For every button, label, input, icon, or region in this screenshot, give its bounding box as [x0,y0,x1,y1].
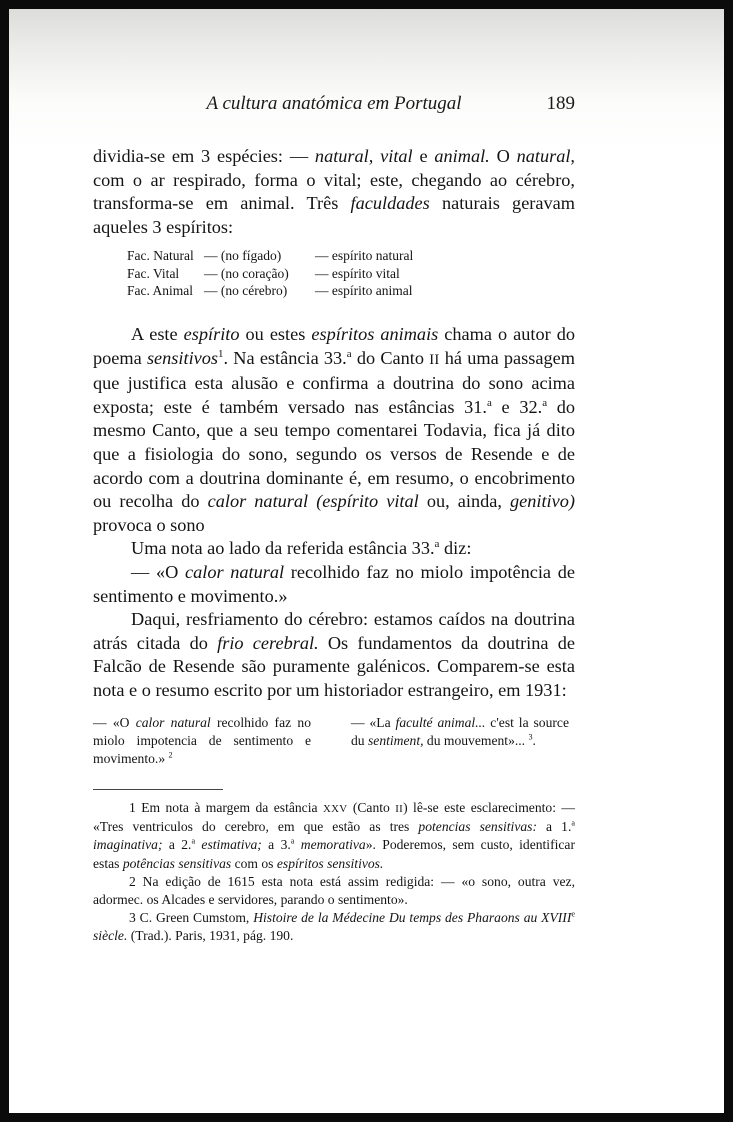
intro-paragraph: dividia-se em 3 espécies: — natural, vital e animal. O natural, com o ar respirado, forma o vital; este, chegando ao cérebro, transforma-se em animal. Três faculdades naturais geravam aqueles 3 espíritos: [93,146,575,237]
footnotes [93,799,575,946]
footnote-ref: 1 [218,347,224,360]
paragraph-note: Uma nota ao lado da referida estância 33.$^a$ diz: [131,538,472,559]
running-head [93,93,575,123]
faculty-row: Fac. Natural — (no fígado) — espírito natural [127,248,414,263]
footnote-ref: 3 [528,732,533,742]
running-title: A cultura anatómica em Portugal [206,93,462,114]
footnote-2: 2 Na edição de 1615 esta nota está assim redigida: — «o sono, outra vez, adormec. os Alcades e servidores, parando o sentimento». [93,873,575,908]
faculty-row: Fac. Animal — (no cérebro) — espírito animal [127,283,413,298]
footnote-ref: 2 [168,750,173,760]
paragraph-quote: — «O calor natural recolhido faz no miolo impotência de sentimento e movimento.» [93,561,575,606]
comparison-left: — «O calor natural recolhido faz no miolo impotencia de sentimento e movimento.» $^2$ [93,715,311,766]
page-number: 189 [546,93,575,114]
footnote-3: 3 C. Green Cumstom, Histoire de la Médecine Du temps des Pharaons au XVIIIe siècle. (Trad.). Paris, 1931, pág. 190. [93,909,575,944]
paragraph-cold-brain: Daqui, resfriamento do cérebro: estamos caídos na doutrina atrás citada do frio cerebral. Os fundamentos da doutrina de Falcão de Resende são puramente galénicos. Comparem-se esta nota e o resumo escrito por um historiador estrangeiro, em 1931: [93,609,575,700]
footnote-divider [93,789,223,790]
footnote-1: 1 Em nota à margem da estância XXV (Canto II) lê-se este esclarecimento: — «Tres ventriculos do cerebro, em que estão as tres potencias sensitivas: a 1.$^a$ imaginativa; a 2.$^a$ estimativa; a 3.$^a$ memorativa». Poderemos, sem custo, identificar estas potências sensitivas com os espíritos sensitivos. [93,800,575,871]
book-page [9,9,724,1113]
comparison-right: — «La faculté animal... c'est la source du sentiment, du mouvement»... $^3$. [351,715,569,748]
main-body [93,323,575,703]
faculty-row: Fac. Vital — (no coração) — espírito vital [127,265,400,281]
faculty-table [127,247,413,300]
paragraph-spirits: A este espírito ou estes espíritos animais chama o autor do poema sensitivos$^1$. Na estância 33.$^a$ do Canto II há uma passagem que justifica esta alusão e confirma a doutrina do sono acima exposta; este é também versado nas estâncias 31.$^a$ e 32.$^a$ do mesmo Canto, que a seu tempo comentarei Todavia, fica já dito que a fisiologia do sono, segundo os versos de Resende e de acordo com a doutrina dominante é, em resumo, o encobrimento ou recolha do calor natural (espírito vital ou, ainda, genitivo) provoca o sono [93,324,576,535]
